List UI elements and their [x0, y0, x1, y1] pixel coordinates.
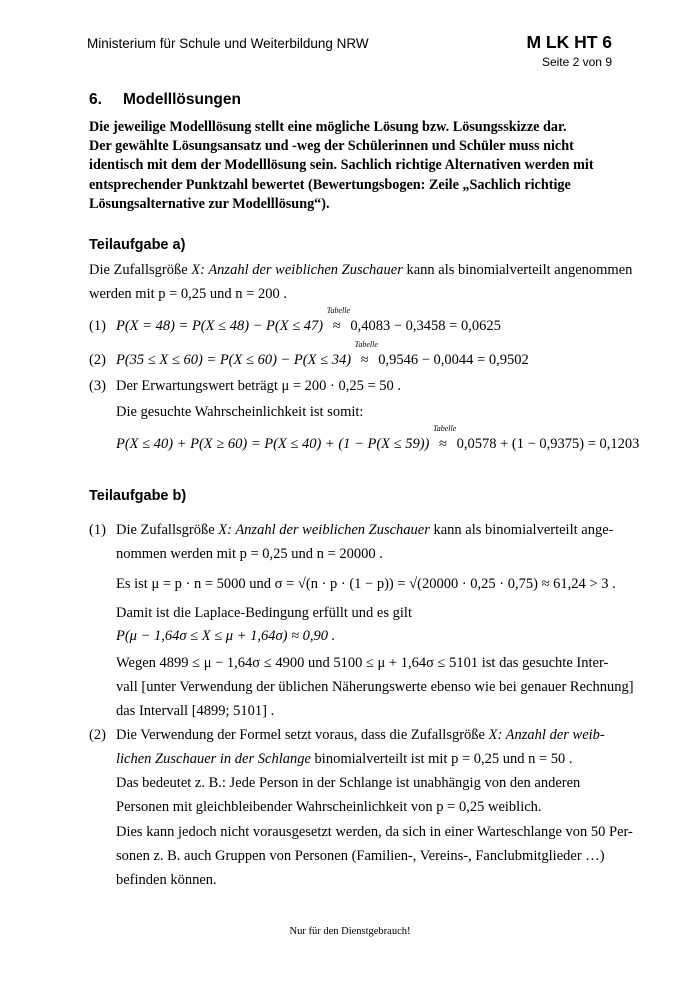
text-segment: kann als binomialverteilt angenommen: [402, 262, 633, 278]
header-ministry: Ministerium für Schule und Weiterbildung NRW: [87, 36, 369, 51]
random-variable-name: lichen Zuschauer in der Schlange: [116, 751, 311, 767]
item-number: (2): [89, 352, 106, 368]
item-number: (1): [89, 522, 106, 538]
part-b-item1-line5: P(μ − 1,64σ ≤ X ≤ μ + 1,64σ) ≈ 0,90 .: [116, 628, 336, 644]
part-a-line1: [89, 262, 632, 279]
part-b-item1-line6: Wegen 4899 ≤ μ − 1,64σ ≤ 4900 und 5100 ≤ μ + 1,64σ ≤ 5101 ist das gesuchte Inter-: [116, 655, 609, 671]
part-b-item2-line2: [116, 751, 573, 768]
tabelle-label: Tabelle: [326, 306, 351, 315]
item-number: (2): [89, 727, 106, 743]
text-segment: Die Zufallsgröße: [89, 262, 192, 278]
section-title-text: Modelllösungen: [123, 91, 241, 108]
intro-paragraph: [89, 118, 629, 214]
intro-line: entsprechender Punktzahl bewertet (Bewertungsbogen: Zeile „Sachlich richtige: [89, 176, 571, 193]
random-variable-name: X: Anzahl der weiblichen Zuschauer: [218, 522, 430, 538]
approx-sign: ≈: [332, 318, 341, 334]
part-a-item2: [89, 340, 529, 369]
part-a-item1: [89, 306, 501, 335]
random-variable-name: X: Anzahl der weiblichen Zuschauer: [191, 262, 403, 278]
exam-code: M LK HT 6: [526, 32, 612, 52]
intro-line: Die jeweilige Modelllösung stellt eine mögliche Lösung bzw. Lösungsskizze dar.: [89, 119, 567, 135]
part-a-item3-line2: Die gesuchte Wahrscheinlichkeit ist somit:: [116, 404, 364, 420]
part-b-item2-line3: Das bedeutet z. B.: Jede Person in der Schlange ist unabhängig von den anderen: [116, 775, 581, 791]
approx-symbol: [433, 424, 457, 453]
item-number: (3): [89, 378, 106, 394]
page-number: Seite 2 von 9: [541, 55, 612, 69]
item-text: Der Erwartungswert beträgt μ = 200 · 0,25 = 50 .: [116, 378, 402, 394]
approx-symbol: [354, 340, 378, 369]
formula-right: 0,9546 − 0,0044 = 0,9502: [378, 352, 529, 368]
part-b-item1-line3: Es ist μ = p · n = 5000 und σ = √(n · p · (1 − p)) = √(20000 · 0,25 · 0,75) ≈ 61,24 > 3 .: [116, 576, 616, 592]
formula-left: P(X = 48) = P(X ≤ 48) − P(X ≤ 47): [116, 318, 324, 334]
formula-right: 0,0578 + (1 − 0,9375) = 0,1203: [456, 436, 640, 452]
approx-sign: ≈: [439, 436, 447, 452]
random-variable-name: X: Anzahl der weib-: [488, 727, 605, 743]
section-title: [89, 91, 241, 109]
intro-line: Lösungsalternative zur Modelllösung“).: [89, 195, 330, 212]
formula-left: P(35 ≤ X ≤ 60) = P(X ≤ 60) − P(X ≤ 34): [116, 352, 352, 368]
text-segment: Die Verwendung der Formel setzt voraus, dass die Zufallsgröße: [116, 727, 489, 743]
intro-line: Der gewählte Lösungsansatz und -weg der Schülerinnen und Schüler muss nicht: [89, 138, 574, 155]
part-b-item1-line8: das Intervall [4899; 5101] .: [116, 703, 275, 719]
part-b-heading: Teilaufgabe b): [89, 488, 187, 504]
part-a-item3-formula: [116, 424, 640, 453]
formula-right: 0,4083 − 0,3458 = 0,0625: [350, 318, 501, 334]
part-b-item1-line7: vall [unter Verwendung der üblichen Näherungswerte ebenso wie bei genauer Rechnung]: [116, 679, 634, 695]
item-number: (1): [89, 318, 106, 334]
tabelle-label: Tabelle: [354, 340, 378, 349]
text-segment: Die Zufallsgröße: [116, 522, 219, 538]
text-segment: kann als binomialverteilt ange-: [429, 522, 614, 538]
part-b-item2-line7: befinden können.: [116, 872, 217, 888]
part-b-item1-line1: [89, 522, 613, 539]
part-b-item1-line2: nommen werden mit p = 0,25 und n = 20000 .: [116, 546, 383, 562]
approx-symbol: [326, 306, 351, 335]
footer-note: Nur für den Dienstgebrauch!: [289, 926, 411, 937]
part-b-item2-line6: sonen z. B. auch Gruppen von Personen (Familien-, Vereins-, Fanclubmitglieder …): [116, 848, 605, 864]
text-segment: binomialverteilt ist mit p = 0,25 und n = 50 .: [310, 751, 573, 767]
part-b-item2-line5: Dies kann jedoch nicht vorausgesetzt werden, da sich in einer Warteschlange von 50 Per-: [116, 824, 633, 840]
approx-sign: ≈: [360, 352, 369, 368]
intro-line: identisch mit dem der Modelllösung sein. Sachlich richtige Alternativen werden mit: [89, 157, 594, 174]
part-a-item3: [89, 378, 401, 395]
part-b-item2-line1: [89, 727, 605, 744]
section-number: 6.: [89, 91, 102, 108]
tabelle-label: Tabelle: [433, 424, 457, 433]
part-b-item1-line4: Damit ist die Laplace-Bedingung erfüllt und es gilt: [116, 605, 412, 621]
part-a-heading: Teilaufgabe a): [89, 237, 186, 253]
formula-left: P(X ≤ 40) + P(X ≥ 60) = P(X ≤ 40) + (1 − P(X ≤ 59)): [116, 436, 430, 452]
part-b-item2-line4: Personen mit gleichbleibender Wahrscheinlichkeit von p = 0,25 weiblich.: [116, 799, 542, 815]
part-a-line2: werden mit p = 0,25 und n = 200 .: [89, 286, 287, 302]
